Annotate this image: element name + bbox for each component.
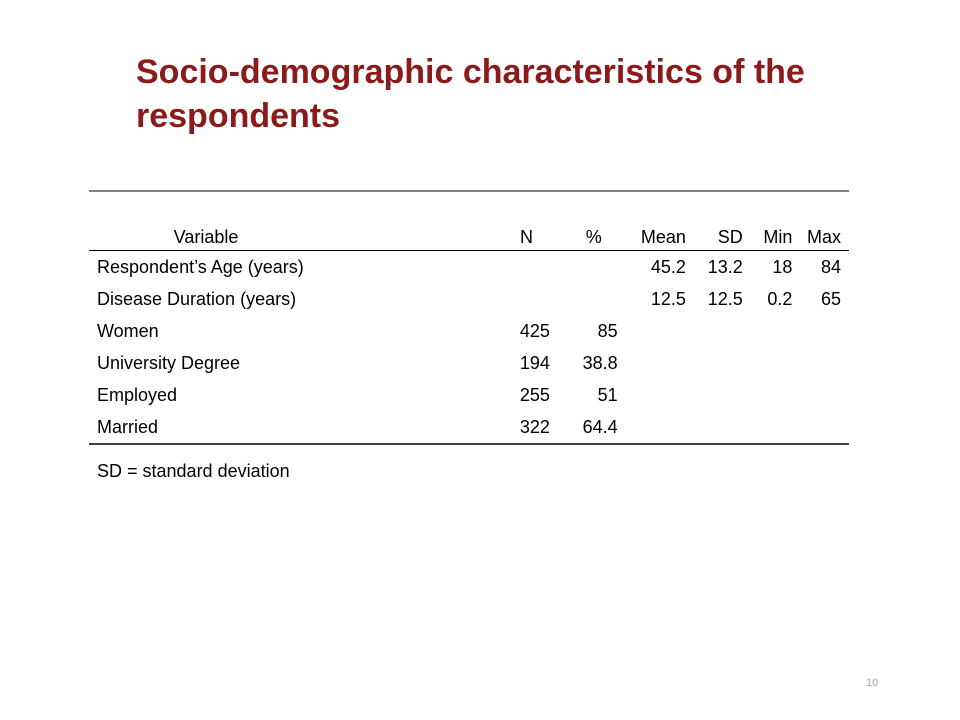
cell-percent	[550, 251, 618, 284]
cell-variable: Married	[89, 411, 473, 444]
cell-n: 322	[473, 411, 550, 444]
cell-percent: 85	[597, 320, 618, 341]
page-number: 10	[866, 677, 879, 689]
table-row	[89, 347, 849, 379]
cell-variable: Disease Duration (years)	[97, 288, 297, 309]
cell-max	[792, 315, 849, 347]
cell-sd: 12.5	[707, 288, 743, 309]
characteristics-table-container	[89, 190, 849, 445]
header-max: Max	[792, 218, 849, 251]
cell-sd	[686, 315, 743, 347]
cell-percent: 38.8	[582, 352, 618, 373]
cell-n	[473, 251, 550, 284]
cell-n: 425	[519, 320, 550, 341]
cell-percent: 51	[597, 384, 618, 405]
cell-n	[473, 283, 550, 315]
cell-max: 84	[820, 256, 841, 277]
characteristics-table	[89, 190, 849, 445]
cell-max	[792, 379, 849, 411]
cell-max	[792, 347, 849, 379]
header-variable: Variable	[89, 218, 473, 251]
cell-mean	[618, 347, 686, 379]
header-spacer-cell	[89, 191, 849, 218]
cell-variable: Women	[97, 320, 159, 341]
cell-sd	[686, 379, 743, 411]
header-mean: Mean	[618, 218, 686, 251]
cell-mean	[618, 315, 686, 347]
table-header-row	[89, 218, 849, 251]
cell-variable: Employed	[97, 384, 178, 405]
cell-max: 65	[820, 288, 841, 309]
table-row	[89, 251, 849, 284]
table-row	[89, 411, 849, 444]
header-percent: %	[550, 218, 618, 251]
table-header	[89, 191, 849, 251]
cell-mean: 45.2	[650, 256, 686, 277]
table-row	[89, 315, 849, 347]
header-n: N	[473, 218, 550, 251]
cell-min	[743, 411, 793, 444]
cell-variable: University Degree	[97, 352, 241, 373]
cell-percent	[550, 283, 618, 315]
header-min: Min	[743, 218, 793, 251]
cell-min: 0.2	[767, 288, 793, 309]
table-header-spacer	[89, 191, 849, 218]
cell-variable: Respondent’s Age (years)	[97, 256, 304, 277]
header-sd: SD	[686, 218, 743, 251]
cell-percent: 64.4	[550, 411, 618, 444]
table-row	[89, 283, 849, 315]
cell-max	[792, 411, 849, 444]
cell-n: 255	[519, 384, 550, 405]
cell-min	[743, 379, 793, 411]
cell-mean	[618, 379, 686, 411]
table-footnote: SD = standard deviation	[97, 461, 290, 481]
cell-min	[743, 315, 793, 347]
cell-min: 18	[772, 256, 793, 277]
cell-mean: 12.5	[650, 288, 686, 309]
cell-min	[743, 347, 793, 379]
cell-sd	[686, 347, 743, 379]
cell-mean	[618, 411, 686, 444]
slide-title: Socio-demographic characteristics of the respondents	[136, 53, 805, 135]
table-body	[89, 251, 849, 445]
table-row	[89, 379, 849, 411]
cell-sd	[686, 411, 743, 444]
cell-n: 194	[519, 352, 550, 373]
cell-sd: 13.2	[707, 256, 743, 277]
